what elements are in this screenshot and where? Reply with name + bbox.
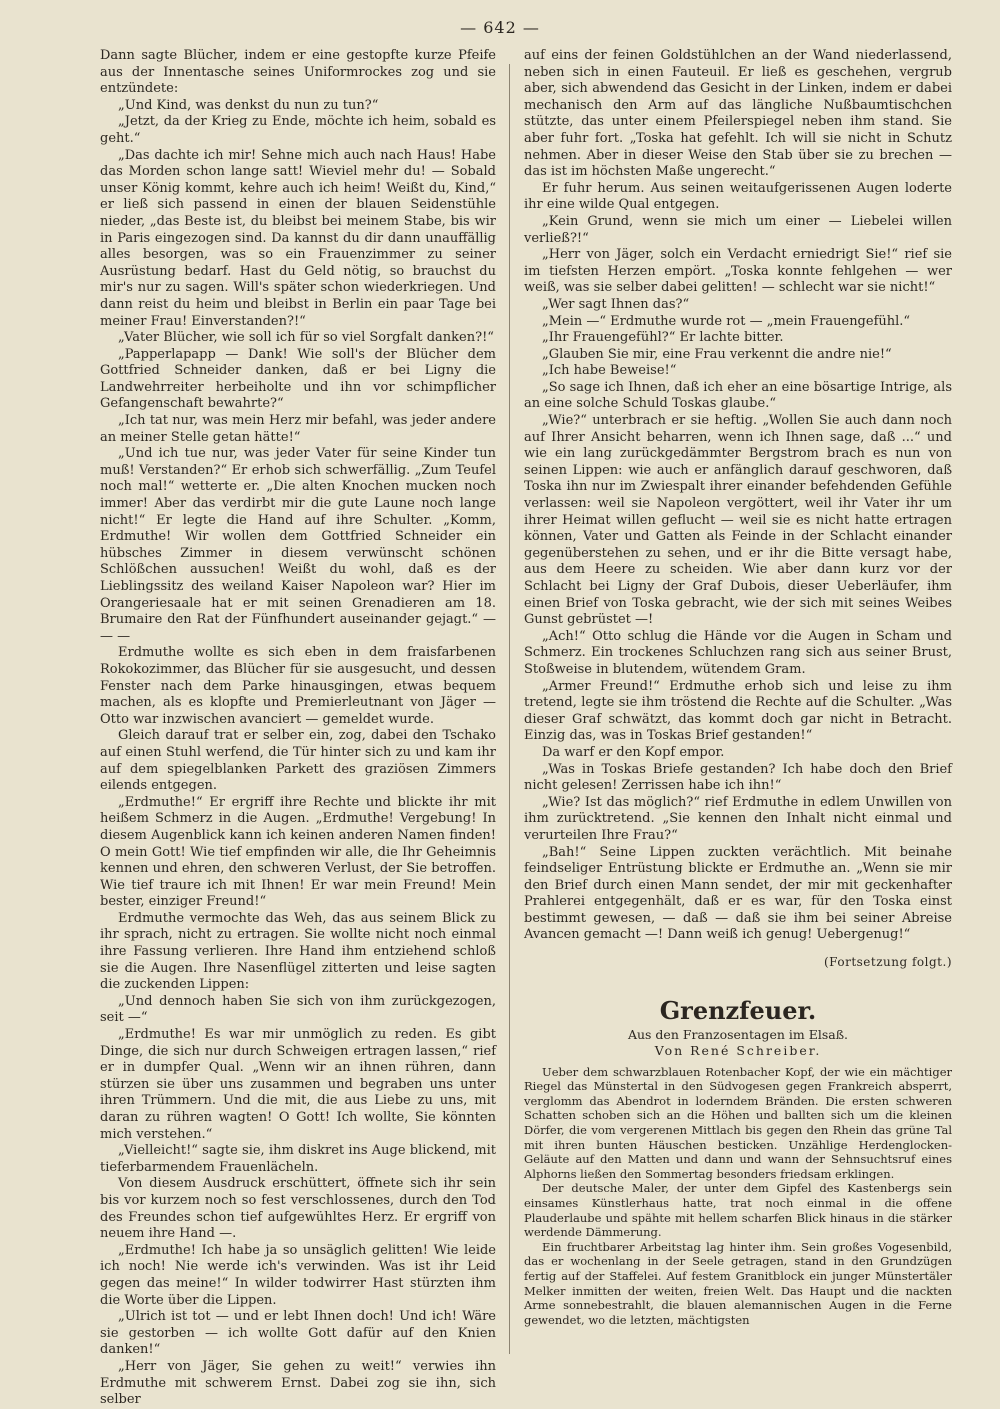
paragraph: „Erdmuthe!“ Er ergriff ihre Rechte und blickte ihr mit heißem Schmerz in die Augen. „Erdmuthe! Vergebung! In diesem Augenblick kann ich keinen anderen Namen finden! O mein Gott! Wie tief empfinden wir alle, die Ihr Geheimnis kennen und ehren, den schweren Verlust, der Sie betroffen. Wie tief traure ich mit Ihnen! Er war mein Freund! Mein bester, einziger Freund!“: [100, 794, 496, 910]
page-number: — 642 —: [460, 18, 540, 37]
paragraph: Dann sagte Blücher, indem er eine gestopfte kurze Pfeife aus der Innentasche seines Uniformrockes zog und sie entzündete:: [100, 48, 496, 97]
story-body: [524, 1065, 952, 1328]
paragraph: „Wie?“ unterbrach er sie heftig. „Wollen Sie auch dann noch auf Ihrer Ansicht beharren, wenn ich Ihnen sage, daß ...“ und wie ein lang zurückgedämmter Bergstrom brach es nun von seinen Lippen: wie auch er anfänglich darauf geschworen, daß Toska ihn nur im Zwiespalt ihrer einander befehdenden Gefühle verlassen: weil sie Napoleon vergöttert, weil ihr Vater ihr um ihrer Heimat willen geflucht — weil sie es nicht hatte ertragen können, Vater und Gatten als Feinde in der Schlacht einander gegenüberstehen zu sehen, und er ihr die Bitte versagt habe, aus dem Heere zu scheiden. Wie aber dann kurz vor der Schlacht bei Ligny der Graf Dubois, dieser Ueberläufer, ihm einen Brief von Toska gebracht, wie der sich mit seines Weibes Gunst gebrüstet —!: [524, 413, 952, 628]
paragraph: „Herr von Jäger, Sie gehen zu weit!“ verwies ihn Erdmuthe mit schwerem Ernst. Dabei zog sie ihn, sich selber: [100, 1358, 496, 1408]
paragraph: „Wie? Ist das möglich?“ rief Erdmuthe in edlem Unwillen von ihm zurücktretend. „Sie kennen den Inhalt nicht einmal und verurteilen Ihre Frau?“: [524, 794, 952, 843]
paragraph: Da warf er den Kopf empor.: [542, 744, 725, 760]
paragraph: „Herr von Jäger, solch ein Verdacht erniedrigt Sie!“ rief sie im tiefsten Herzen empört. „Toska konnte fehlgehen — wer weiß, was sie selber dabei gelitten! — schlecht war sie nicht!“: [524, 247, 952, 296]
continuation-note: (Fortsetzung folgt.): [824, 955, 952, 970]
paragraph: Erdmuthe vermochte das Weh, das aus seinem Blick zu ihr sprach, nicht zu ertragen. Sie wollte nicht noch einmal ihre Fassung verlieren. Ihre Hand ihm entziehend schloß sie die Augen. Ihre Nasenflügel zitterten und leise sagten die zuckenden Lippen:: [100, 910, 496, 993]
paragraph: „Glauben Sie mir, eine Frau verkennt die andre nie!“: [542, 346, 892, 362]
paragraph: auf eins der feinen Goldstühlchen an der Wand niederlassend, neben sich in einen Fauteuil. Er ließ es geschehen, vergrub aber, sich abwendend das Gesicht in der Linken, indem er dabei mechanisch den Arm auf das längliche Nußbaumtischchen stützte, das unter einem Pfeilerspiegel neben ihm stand. Sie aber fuhr fort. „Toska hat gefehlt. Ich will sie nicht in Schutz nehmen. Aber in dieser Weise den Stab über sie zu brechen — das ist im höchsten Maße ungerecht.“: [524, 48, 952, 180]
paragraph: Ueber dem schwarzblauen Rotenbacher Kopf, der wie ein mächtiger Riegel das Münstertal in den Südvogesen gegen Frankreich absperrt, verglomm das Abendrot in loderndem Bränden. Die ersten schweren Schatten schoben sich an die Höhen und ballten sich um die kleinen Dörfer, die vom vergerenen Mittlach bis gegen den Rhein das grüne Tal mit ihren bunten Häuschen besticken. Unzählige Herdenglocken-Geläute auf den Matten und dann und wann der Sehnsuchtsruf eines Alphorns ließen den Sommertag besonders friedsam erklingen.: [524, 1064, 952, 1181]
paragraph: „Ulrich ist tot — und er lebt Ihnen doch! Und ich! Wäre sie gestorben — ich wollte Gott dafür auf den Knien danken!“: [100, 1309, 496, 1358]
paragraph: „Erdmuthe! Ich habe ja so unsäglich gelitten! Wie leide ich noch! Nie werde ich's verwinden. Was ist ihr Leid gegen das meine!“ In wilder todwirrer Hast stürzten ihm die Worte über die Lippen.: [100, 1242, 496, 1308]
story-subtitle: Aus den Franzosentagen im Elsaß.: [627, 1026, 849, 1042]
paragraph: „Wer sagt Ihnen das?“: [542, 296, 690, 312]
story-title: Grenzfeuer.: [659, 995, 817, 1025]
paragraph: Gleich darauf trat er selber ein, zog, dabei den Tschako auf einen Stuhl werfend, die Tür hinter sich zu und kam ihr auf dem spiegelblanken Parkett des graziösen Zimmers eilends entgegen.: [100, 728, 496, 794]
paragraph: Er fuhr herum. Aus seinen weitaufgerissenen Augen loderte ihr eine wilde Qual entgegen.: [524, 180, 952, 213]
paragraph: „Und Kind, was denkst du nun zu tun?“: [118, 97, 379, 113]
paragraph: Von diesem Ausdruck erschüttert, öffnete sich ihr sein bis vor kurzem noch so fest verschlossenes, durch den Tod des Freundes schon tief aufgewühltes Herz. Er ergriff von neuem ihre Hand —.: [100, 1176, 496, 1242]
paragraph: „Was in Toskas Briefe gestanden? Ich habe doch den Brief nicht gelesen! Zerrissen habe ich ihn!“: [524, 761, 952, 794]
right-column: [524, 48, 952, 1327]
paragraph: „Ich tat nur, was mein Herz mir befahl, was jeder andere an meiner Stelle getan hätte!“: [100, 413, 496, 445]
paragraph: „Kein Grund, wenn sie mich um einer — Liebelei willen verließ?!“: [524, 213, 952, 246]
left-column: [100, 48, 496, 1409]
paragraph: „Ihr Frauengefühl?“ Er lachte bitter.: [542, 330, 784, 346]
paragraph: „Bah!“ Seine Lippen zuckten verächtlich. Mit beinahe feindseliger Entrüstung blickte er Erdmuthe an. „Wenn sie mir den Brief durch einen Mann sendet, der mir mit geckenhafter Prahlerei entgegenhält, daß er es war, für den Toska einst bestimmt gewesen, — daß — daß sie ihm bei seiner Abreise Avancen gemacht —! Dann weiß ich genug! Uebergenug!“: [524, 844, 952, 943]
paragraph: „Ach!“ Otto schlug die Hände vor die Augen in Scham und Schmerz. Ein trockenes Schluchzen rang sich aus seiner Brust, Stoßweise in blutendem, wütendem Gram.: [524, 628, 952, 677]
paragraph: Ein fruchtbarer Arbeitstag lag hinter ihm. Sein großes Vogesenbild, das er wochenlang in der Seele getragen, stand in den Grundzügen fertig auf der Staffelei. Auf festem Granitblock ein junger Münstertäler Melker inmitten der weiten, freien Welt. Das Haupt und die nackten Arme sonnebestrahlt, die blauen alemannischen Augen in die Ferne gewendet, wo die letzten, mächtigsten: [524, 1239, 952, 1327]
column-divider: [509, 64, 510, 1354]
paragraph: Erdmuthe wollte es sich eben in dem fraisfarbenen Rokokozimmer, das Blücher für sie ausgesucht, und dessen Fenster nach dem Parke hinausgingen, etwas bequem machen, als es klopfte und Premierleutnant von Jäger — Otto war inzwischen avanciert — gemeldet wurde.: [100, 645, 496, 727]
paragraph: „Und ich tue nur, was jeder Vater für seine Kinder tun muß! Verstanden?“ Er erhob sich schwerfällig. „Zum Teufel noch mal!“ wetterte er. „Die alten Knochen mucken noch immer! Aber das verdirbt mir die gute Laune noch lange nicht!“ Er legte die Hand auf ihre Schulter. „Komm, Erdmuthe! Wir wollen dem Gottfried Schneider ein hübsches Zimmer in diesem verwünscht schönen Schlößchen aussuchen! Weißt du wohl, daß es der Lieblingssitz des weiland Kaiser Napoleon war? Hier im Orangeriesaale hat er mit seinen Grenadieren am 18. Brumaire den Rat der Fünfhundert auseinander gejagt.“ — — —: [100, 446, 496, 644]
paragraph: „Ich habe Beweise!“: [542, 363, 677, 379]
paragraph: „So sage ich Ihnen, daß ich eher an eine bösartige Intrige, als an eine solche Schuld Toskas glaube.“: [524, 379, 952, 412]
paragraph: „Jetzt, da der Krieg zu Ende, möchte ich heim, sobald es geht.“: [100, 114, 496, 146]
paragraph: „Armer Freund!“ Erdmuthe erhob sich und leise zu ihm tretend, legte sie ihm tröstend die Rechte auf die Schulter. „Was dieser Graf schwätzt, das kommt doch gar nicht in Betracht. Einzig das, was in Toskas Brief gestanden!“: [524, 678, 952, 744]
story-author: Von René Schreiber.: [654, 1042, 822, 1058]
paragraph: „Vielleicht!“ sagte sie, ihm diskret ins Auge blickend, mit tieferbarmendem Frauenlächeln.: [100, 1143, 496, 1175]
paragraph: „Erdmuthe! Es war mir unmöglich zu reden. Es gibt Dinge, die sich nur durch Schweigen ertragen lassen,“ rief er in dumpfer Qual. „Wenn wir an ihnen rühren, dann stürzen sie über uns zusammen und begraben uns unter ihren Trümmern. Und die mit, die aus Liebe zu uns, mit daran zu rühren wagten! O Gott! Ich wollte, Sie könnten mich verstehen.“: [100, 1027, 496, 1142]
paragraph: „Das dachte ich mir! Sehne mich auch nach Haus! Habe das Morden schon lange satt! Wieviel mehr du! — Sobald unser König kommt, kehre auch ich heim! Weißt du, Kind,“ er ließ sich passend in einen der blauen Seidenstühle nieder, „das Beste ist, du bleibst bei meinem Stabe, bis wir in Paris eingezogen sind. Da kannst du dir dann unauffällig alles besorgen, was so ein Frauenzimmer zu seiner Ausrüstung bedarf. Hast du Geld nötig, so brauchst du mir's nur zu sagen. Will's später schon wiederkriegen. Und dann reist du heim und bleibst in Berlin ein paar Tage bei meiner Frau! Einverstanden?!“: [100, 147, 496, 329]
paragraph: „Vater Blücher, wie soll ich für so viel Sorgfalt danken?!“: [118, 330, 494, 346]
paragraph: „Papperlapapp — Dank! Wie soll's der Blücher dem Gottfried Schneider danken, daß er bei Ligny die Landwehrreiter herbeiholte und ihn vor schimpflicher Gefangenschaft bewahrte?“: [100, 346, 496, 412]
paragraph: „Und dennoch haben Sie sich von ihm zurückgezogen, seit —“: [100, 993, 496, 1026]
paragraph: Der deutsche Maler, der unter dem Gipfel des Kastenbergs sein einsames Künstlerhaus hatte, trat noch einmal in die offene Plauderlaube und spähte mit hellem scharfen Blick hinaus in die stärker werdende Dämmerung.: [524, 1181, 952, 1240]
paragraph: „Mein —“ Erdmuthe wurde rot — „mein Frauengefühl.“: [542, 313, 911, 329]
